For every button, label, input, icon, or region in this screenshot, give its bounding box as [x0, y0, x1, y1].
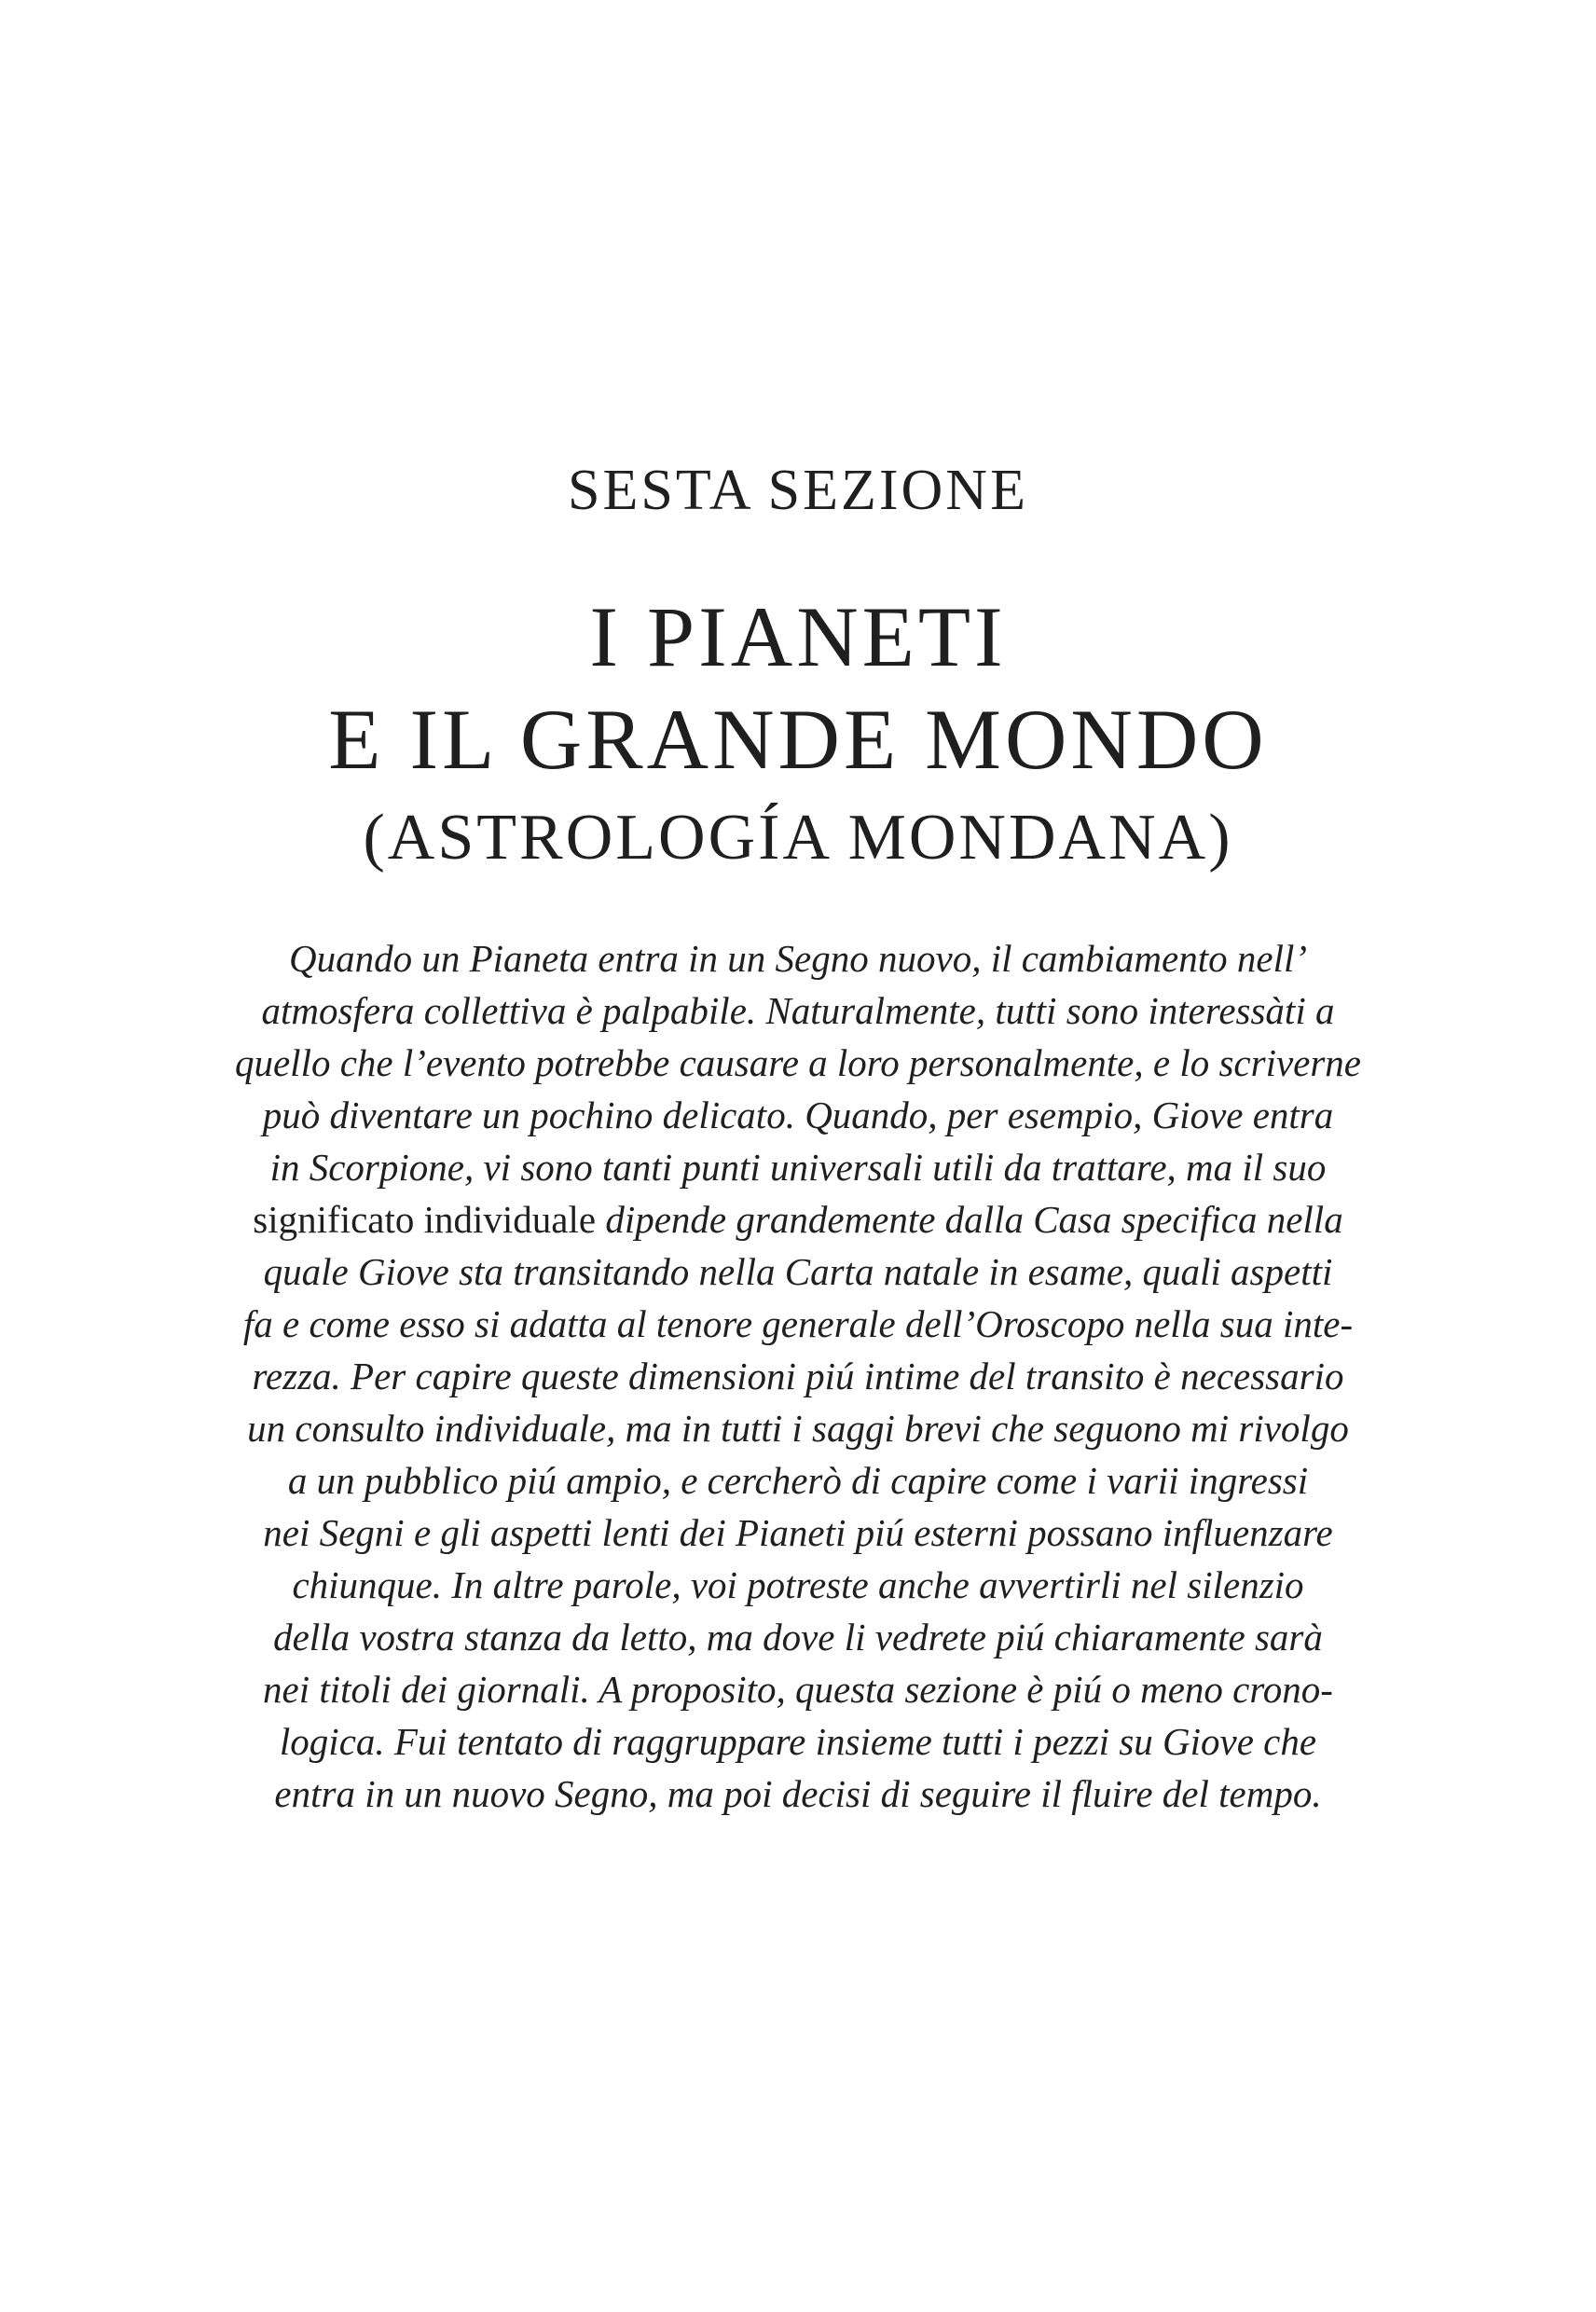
paragraph-line: della vostra stanza da letto, ma dove li vedrete piú chiaramente sarà	[273, 1616, 1323, 1658]
chapter-title	[0, 585, 1596, 884]
paragraph-line: quello che l’evento potrebbe causare a loro personalmente, e lo scriverne	[234, 1041, 1362, 1084]
upright-phrase: significato individuale	[253, 1198, 597, 1241]
paragraph-line: può diventare un pochino delicato. Quando, per esempio, Giove entra	[262, 1094, 1334, 1136]
paragraph-line: nei titoli dei giornali. A proposito, questa sezione è piú o meno crono-	[263, 1668, 1333, 1711]
italic-phrase: dipende grandemente dalla Casa specifica nella	[596, 1198, 1343, 1241]
title-subtitle: (ASTROLOGÍA MONDANA)	[363, 802, 1233, 874]
paragraph-line: nei Segni e gli aspetti lenti dei Pianeti piú esterni possano influenzare	[263, 1511, 1333, 1554]
title-line-2: E IL GRANDE MONDO	[328, 692, 1268, 787]
paragraph-line: a un pubblico piú ampio, e cercherò di capire come i varii ingressi	[287, 1459, 1309, 1502]
paragraph-line: fa e come esso si adatta al tenore generale dell’Oroscopo nella sua inte-	[242, 1302, 1354, 1345]
paragraph-line: chiunque. In altre parole, voi potreste anche avvertirli nel silenzio	[292, 1563, 1304, 1606]
paragraph-line: quale Giove sta transitando nella Carta natale in esame, quali aspetti	[263, 1250, 1333, 1293]
paragraph-line: un consulto individuale, ma in tutti i saggi brevi che seguono mi rivolgo	[247, 1407, 1349, 1450]
intro-paragraph	[0, 932, 1596, 1820]
paragraph-line: Quando un Pianeta entra in un Segno nuovo, il cambiamento nell’	[288, 937, 1308, 980]
paragraph-line: rezza. Per capire queste dimensioni piú intime del transito è necessario	[252, 1355, 1344, 1397]
paragraph-line: atmosfera collettiva è palpabile. Naturalmente, tutti sono interessàti a	[261, 989, 1335, 1032]
paragraph-line: in Scorpione, vi sono tanti punti universali utili da trattare, ma il suo	[269, 1146, 1327, 1189]
section-label: SESTA SEZIONE	[568, 459, 1028, 522]
title-line-1: I PIANETI	[589, 589, 1007, 684]
paragraph-line	[0, 1193, 1596, 1245]
paragraph-line: logica. Fui tentato di raggruppare insieme tutti i pezzi su Giove che	[279, 1720, 1317, 1763]
paragraph-line: entra in un nuovo Segno, ma poi decisi di seguire il fluire del tempo.	[274, 1772, 1322, 1815]
